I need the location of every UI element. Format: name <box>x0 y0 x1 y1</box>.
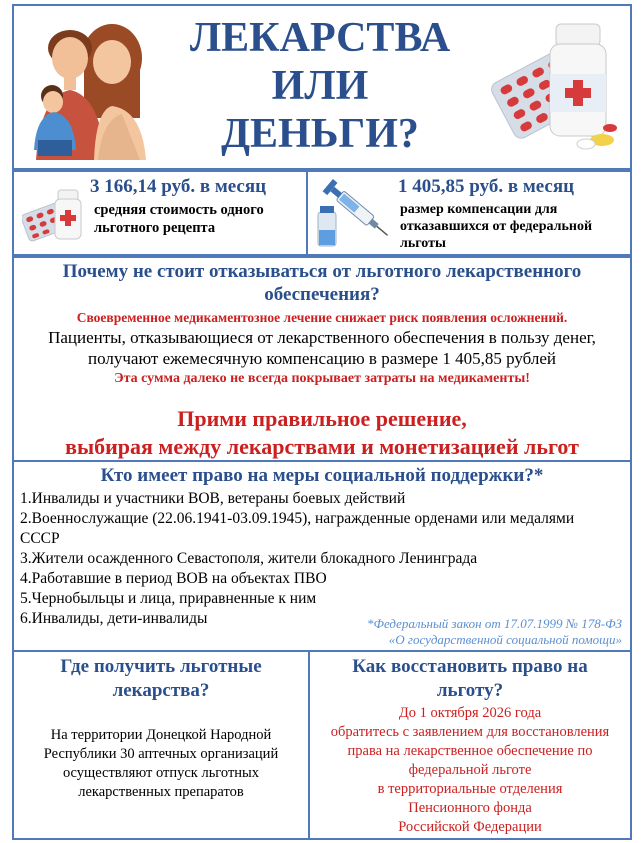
where-body-line-4: лекарственных препаратов <box>78 784 244 800</box>
pill-bottle-small-icon <box>22 188 84 244</box>
restore-body-line-6: Пенсионного фонда <box>408 800 532 816</box>
stat-right-desc-line-3: льготы <box>400 236 446 251</box>
stat-left-amount: 3 166,14 руб. в месяц <box>90 176 267 197</box>
why-heading-line-2: обеспечения? <box>264 284 380 305</box>
where-heading-line-1: Где получить льготные <box>60 656 262 677</box>
restore-body-line-7: Российской Федерации <box>398 819 542 835</box>
who-list-item: 6.Инвалиды, дети-инвалиды <box>20 610 208 627</box>
who-list-item: 1.Инвалиды и участники ВОВ, ветераны боевых действий <box>20 490 406 507</box>
why-call-to-action-line-2: выбирая между лекарствами и монетизацией льгот <box>65 434 579 459</box>
why-warning: Своевременное медикаментозное лечение снижает риск появления осложнений. <box>76 310 568 325</box>
who-footnote-line-2: «О государственной социальной помощи» <box>388 632 622 647</box>
page-title-line-2: ИЛИ <box>271 63 369 109</box>
where-body-line-3: осуществляют отпуск льготных <box>62 765 260 781</box>
who-list-item: 3.Жители осажденного Севастополя, жители блокадного Ленинграда <box>20 550 478 567</box>
where-panel <box>12 650 310 840</box>
stat-left-desc-line-2: льготного рецепта <box>94 220 216 236</box>
restore-body-line-3: права на лекарственное обеспечение по <box>347 743 593 759</box>
stat-right-amount: 1 405,85 руб. в месяц <box>398 176 575 197</box>
family-illustration <box>22 10 152 160</box>
restore-body-line-2: обратитесь с заявлением для восстановления <box>330 724 610 740</box>
who-heading: Кто имеет право на меры социальной поддержки?* <box>100 465 544 486</box>
why-note: Эта сумма далеко не всегда покрывает затраты на медикаменты! <box>114 371 530 386</box>
restore-body-line-5: в территориальные отделения <box>377 781 563 797</box>
where-body-line-2: Республики 30 аптечных организаций <box>43 746 279 762</box>
pill-bottle-icon <box>490 16 620 150</box>
restore-body-line-1: До 1 октября 2026 года <box>398 705 542 721</box>
restore-body-line-4: федеральной льготе <box>408 762 532 778</box>
why-call-to-action-line-1: Прими правильное решение, <box>177 406 467 431</box>
stat-right-desc-line-1: размер компенсации для <box>400 202 558 217</box>
stat-left-desc-line-1: средняя стоимость одного <box>94 202 264 218</box>
why-heading-line-1: Почему не стоит отказываться от льготного лекарственного <box>62 261 582 282</box>
page-title-line-3: ДЕНЬГИ? <box>221 111 419 157</box>
where-body-line-1: На территории Донецкой Народной <box>50 727 272 743</box>
who-list-item: 4.Работавшие в период ВОВ на объектах ПВО <box>20 570 327 587</box>
page-title-line-1: ЛЕКАРСТВА <box>189 15 451 61</box>
where-heading-line-2: лекарства? <box>112 680 210 701</box>
stat-right-desc-line-2: отказавшихся от федеральной <box>400 219 593 234</box>
why-body-line-1: Пациенты, отказывающиеся от лекарственного обеспечения в пользу денег, <box>48 328 596 347</box>
why-body-line-2: получают ежемесячную компенсацию в размере 1 405,85 рублей <box>88 349 556 368</box>
syringe-icon <box>312 176 390 252</box>
who-list-item: 2.Военнослужащие (22.06.1941-03.09.1945), награжденные орденами или медалями <box>20 510 575 527</box>
who-list-item: 5.Чернобыльцы и лица, приравненные к ним <box>20 590 317 607</box>
who-footnote-line-1: *Федеральный закон от 17.07.1999 № 178-ФЗ <box>367 616 622 631</box>
who-list <box>20 489 620 629</box>
restore-heading-line-2: льготу? <box>436 680 504 701</box>
who-list-item: СССР <box>20 530 60 547</box>
restore-heading-line-1: Как восстановить право на <box>352 656 588 677</box>
